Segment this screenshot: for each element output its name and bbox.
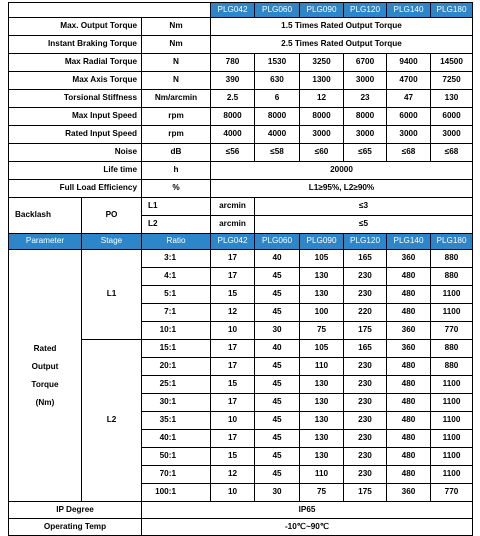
spec-value: 6000	[431, 108, 473, 126]
backlash-label: Backlash	[9, 198, 82, 234]
torque-value: 45	[255, 376, 300, 394]
torque-value: 40	[255, 340, 300, 358]
ratio-cell: 5:1	[142, 286, 211, 304]
spec-value: ≤58	[255, 144, 300, 162]
torque-value: 130	[300, 286, 344, 304]
torque-value: 10	[211, 322, 255, 340]
torque-value: 880	[431, 340, 473, 358]
torque-value: 17	[211, 340, 255, 358]
torque-value: 130	[300, 412, 344, 430]
torque-value: 1100	[431, 286, 473, 304]
model-header: PLG180	[431, 234, 473, 250]
spec-row	[9, 108, 473, 126]
torque-value: 360	[387, 250, 431, 268]
spec-name: Rated Input Speed	[9, 126, 142, 144]
ratio-cell: 15:1	[142, 340, 211, 358]
backlash-unit: arcmin	[211, 216, 255, 234]
ratio-cell: 25:1	[142, 376, 211, 394]
model-header: PLG140	[387, 234, 431, 250]
spec-value: 23	[344, 90, 387, 108]
parameter-header: Parameter	[9, 234, 82, 250]
torque-value: 130	[300, 376, 344, 394]
ratio-cell: 20:1	[142, 358, 211, 376]
spec-value: 14500	[431, 54, 473, 72]
spec-value: 3250	[300, 54, 344, 72]
spec-unit: N	[142, 54, 211, 72]
footer-row	[9, 519, 473, 536]
spec-value: 9400	[387, 54, 431, 72]
spec-value: 130	[431, 90, 473, 108]
rated-label-line: (Nm)	[35, 397, 55, 407]
spec-value: 7250	[431, 72, 473, 90]
spec-name: Max. Output Torque	[9, 18, 142, 36]
torque-value: 17	[211, 394, 255, 412]
spec-span-value: 2.5 Times Rated Output Torque	[211, 36, 473, 54]
model-header: PLG120	[344, 3, 387, 18]
ratio-header: Ratio	[142, 234, 211, 250]
torque-value: 10	[211, 484, 255, 502]
spec-name: Max Radial Torque	[9, 54, 142, 72]
torque-value: 480	[387, 448, 431, 466]
spec-unit: dB	[142, 144, 211, 162]
spec-value: 8000	[211, 108, 255, 126]
torque-value: 105	[300, 250, 344, 268]
spec-value: 1530	[255, 54, 300, 72]
spec-value: 6000	[387, 108, 431, 126]
spec-row	[9, 126, 473, 144]
torque-value: 480	[387, 358, 431, 376]
torque-value: 17	[211, 358, 255, 376]
stage-header: Stage	[82, 234, 142, 250]
torque-value: 1100	[431, 394, 473, 412]
torque-value: 770	[431, 322, 473, 340]
torque-value: 130	[300, 394, 344, 412]
torque-value: 45	[255, 286, 300, 304]
torque-value: 480	[387, 376, 431, 394]
torque-value: 45	[255, 268, 300, 286]
backlash-type: PO	[82, 198, 142, 234]
spec-row	[9, 36, 473, 54]
spec-name: Max Axis Torque	[9, 72, 142, 90]
torque-value: 220	[344, 304, 387, 322]
spec-row	[9, 90, 473, 108]
spec-name: Noise	[9, 144, 142, 162]
torque-value: 130	[300, 430, 344, 448]
spec-table	[8, 2, 473, 536]
spec-sheet	[8, 2, 472, 531]
spec-unit: Nm	[142, 36, 211, 54]
torque-value: 230	[344, 430, 387, 448]
torque-value: 880	[431, 358, 473, 376]
spec-name: Max Input Speed	[9, 108, 142, 126]
spec-value: 47	[387, 90, 431, 108]
torque-value: 45	[255, 304, 300, 322]
torque-value: 175	[344, 484, 387, 502]
spec-name: Full Load Efficiency	[9, 180, 142, 198]
torque-value: 45	[255, 448, 300, 466]
torque-value: 230	[344, 268, 387, 286]
spec-value: 12	[300, 90, 344, 108]
torque-value: 880	[431, 250, 473, 268]
torque-value: 230	[344, 466, 387, 484]
torque-value: 480	[387, 268, 431, 286]
ratio-cell: 40:1	[142, 430, 211, 448]
spec-value: 8000	[344, 108, 387, 126]
backlash-row	[9, 198, 473, 216]
spec-unit: rpm	[142, 108, 211, 126]
model-header: PLG042	[211, 3, 255, 18]
spec-row	[9, 72, 473, 90]
torque-value: 12	[211, 304, 255, 322]
footer-value: -10℃~90℃	[142, 519, 473, 536]
spec-unit: rpm	[142, 126, 211, 144]
torque-value: 30	[255, 322, 300, 340]
spec-value: ≤68	[387, 144, 431, 162]
torque-value: 230	[344, 448, 387, 466]
ratio-cell: 50:1	[142, 448, 211, 466]
rated-label-line: Torque	[31, 379, 59, 389]
spec-name: Life time	[9, 162, 142, 180]
spec-value: 3000	[300, 126, 344, 144]
torque-value: 480	[387, 466, 431, 484]
torque-value: 480	[387, 412, 431, 430]
spec-value: 3000	[344, 126, 387, 144]
model-header: PLG060	[255, 234, 300, 250]
spec-value: ≤65	[344, 144, 387, 162]
torque-value: 45	[255, 412, 300, 430]
torque-value: 17	[211, 250, 255, 268]
torque-header-row	[9, 234, 473, 250]
spec-row	[9, 54, 473, 72]
torque-value: 1100	[431, 448, 473, 466]
torque-value: 360	[387, 340, 431, 358]
ratio-cell: 7:1	[142, 304, 211, 322]
torque-value: 75	[300, 484, 344, 502]
torque-value: 130	[300, 268, 344, 286]
torque-value: 480	[387, 394, 431, 412]
spec-value: 3000	[431, 126, 473, 144]
spec-name: Torsional Stiffness	[9, 90, 142, 108]
spec-span-value: 20000	[211, 162, 473, 180]
torque-value: 110	[300, 358, 344, 376]
torque-value: 230	[344, 358, 387, 376]
spec-value: 3000	[344, 72, 387, 90]
model-header: PLG090	[300, 3, 344, 18]
spec-unit: N	[142, 72, 211, 90]
torque-value: 230	[344, 412, 387, 430]
rated-output-torque-label	[9, 250, 82, 502]
spec-name: Instant Braking Torque	[9, 36, 142, 54]
backlash-value: ≤5	[255, 216, 473, 234]
torque-value: 17	[211, 430, 255, 448]
torque-value: 105	[300, 340, 344, 358]
backlash-value: ≤3	[255, 198, 473, 216]
spec-value: 4000	[255, 126, 300, 144]
spec-value: 3000	[387, 126, 431, 144]
torque-value: 230	[344, 286, 387, 304]
torque-value: 10	[211, 412, 255, 430]
spec-value: 4000	[211, 126, 255, 144]
ratio-cell: 30:1	[142, 394, 211, 412]
torque-value: 110	[300, 466, 344, 484]
torque-value: 230	[344, 376, 387, 394]
torque-value: 1100	[431, 466, 473, 484]
model-header-row	[9, 3, 473, 18]
spec-value: ≤68	[431, 144, 473, 162]
torque-value: 360	[387, 484, 431, 502]
torque-value: 770	[431, 484, 473, 502]
torque-value: 30	[255, 484, 300, 502]
torque-value: 15	[211, 376, 255, 394]
torque-value: 165	[344, 250, 387, 268]
spec-value: 6700	[344, 54, 387, 72]
spec-value: 2.5	[211, 90, 255, 108]
footer-name: IP Degree	[9, 502, 142, 519]
torque-value: 1100	[431, 412, 473, 430]
torque-value: 175	[344, 322, 387, 340]
model-header: PLG120	[344, 234, 387, 250]
model-header: PLG180	[431, 3, 473, 18]
ratio-cell: 3:1	[142, 250, 211, 268]
spec-value: 6	[255, 90, 300, 108]
footer-name: Operating Temp	[9, 519, 142, 536]
spec-row	[9, 144, 473, 162]
torque-value: 1100	[431, 376, 473, 394]
footer-value: IP65	[142, 502, 473, 519]
spec-value: 630	[255, 72, 300, 90]
torque-value: 45	[255, 394, 300, 412]
ratio-cell: 4:1	[142, 268, 211, 286]
stage-label: L1	[82, 250, 142, 340]
model-header: PLG090	[300, 234, 344, 250]
torque-value: 480	[387, 304, 431, 322]
backlash-stage: L1	[142, 198, 211, 216]
ratio-cell: 35:1	[142, 412, 211, 430]
model-header: PLG140	[387, 3, 431, 18]
backlash-stage: L2	[142, 216, 211, 234]
spec-unit: Nm	[142, 18, 211, 36]
torque-value: 100	[300, 304, 344, 322]
model-header: PLG042	[211, 234, 255, 250]
spec-value: 8000	[255, 108, 300, 126]
torque-value: 40	[255, 250, 300, 268]
torque-value: 17	[211, 268, 255, 286]
torque-value: 165	[344, 340, 387, 358]
torque-value: 230	[344, 394, 387, 412]
spec-value: ≤60	[300, 144, 344, 162]
ratio-cell: 70:1	[142, 466, 211, 484]
spec-row	[9, 180, 473, 198]
torque-value: 75	[300, 322, 344, 340]
torque-value: 1100	[431, 304, 473, 322]
spec-span-value: 1.5 Times Rated Output Torque	[211, 18, 473, 36]
torque-value: 45	[255, 358, 300, 376]
torque-row	[9, 250, 473, 268]
torque-value: 480	[387, 286, 431, 304]
spec-value: 1300	[300, 72, 344, 90]
torque-value: 1100	[431, 430, 473, 448]
spec-unit: h	[142, 162, 211, 180]
model-header: PLG060	[255, 3, 300, 18]
spec-value: 390	[211, 72, 255, 90]
torque-value: 45	[255, 430, 300, 448]
torque-value: 360	[387, 322, 431, 340]
torque-value: 480	[387, 430, 431, 448]
spec-unit: Nm/arcmin	[142, 90, 211, 108]
torque-value: 15	[211, 448, 255, 466]
torque-value: 45	[255, 466, 300, 484]
torque-value: 15	[211, 286, 255, 304]
spec-value: 8000	[300, 108, 344, 126]
spec-value: ≤56	[211, 144, 255, 162]
spec-row	[9, 18, 473, 36]
torque-value: 12	[211, 466, 255, 484]
ratio-cell: 10:1	[142, 322, 211, 340]
header-blank	[9, 3, 211, 18]
spec-row	[9, 162, 473, 180]
torque-value: 130	[300, 448, 344, 466]
spec-value: 4700	[387, 72, 431, 90]
ratio-cell: 100:1	[142, 484, 211, 502]
spec-value: 780	[211, 54, 255, 72]
spec-span-value: L1≥95%, L2≥90%	[211, 180, 473, 198]
stage-label: L2	[82, 340, 142, 502]
rated-label-line: Output	[31, 361, 59, 371]
torque-value: 880	[431, 268, 473, 286]
backlash-unit: arcmin	[211, 198, 255, 216]
rated-label-line: Rated	[33, 343, 57, 353]
footer-row	[9, 502, 473, 519]
spec-unit: %	[142, 180, 211, 198]
